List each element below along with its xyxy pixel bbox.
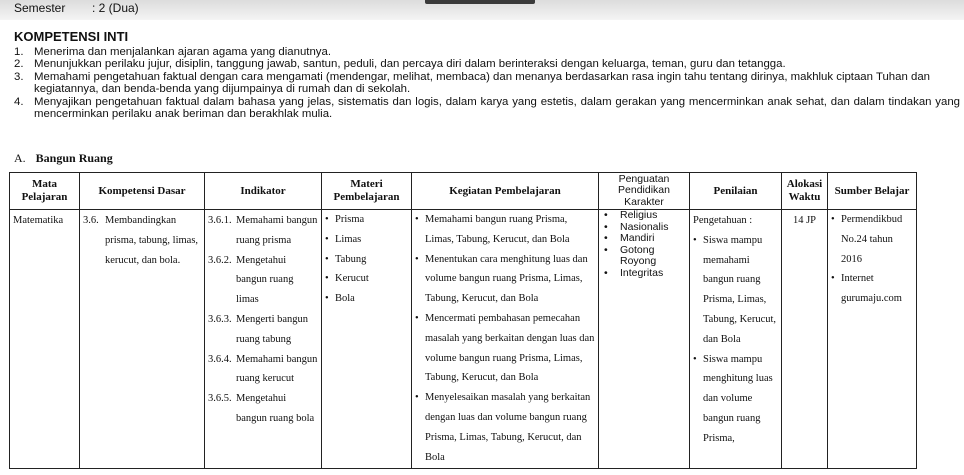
table-row	[10, 210, 917, 469]
list-item: • Bola	[325, 289, 411, 309]
header-kd: Kompetensi Dasar	[80, 173, 205, 210]
list-item: • Internet gurumaju.com	[831, 269, 916, 309]
indikator-item: 3.6.3. Mengerti bangun ruang tabung	[208, 313, 309, 345]
cell-ppk	[599, 210, 690, 469]
kd-code: 3.6.	[83, 215, 99, 226]
ppk-list	[599, 210, 689, 279]
list-item: • Mencermati pembahasan pemecahan masalah yang berkaitan dengan luas dan volume bangun ruang Prisma, Limas, Tabung, Kerucut, dan Bola	[415, 309, 598, 388]
section-name: Bangun Ruang	[35, 151, 113, 165]
cell-kd	[80, 210, 205, 469]
penilaian-list	[693, 231, 778, 449]
cell-mapel: Matematika	[10, 210, 80, 469]
indikator-item: 3.6.5. Mengetahui bangun ruang bola	[208, 393, 315, 424]
section-letter: A.	[14, 151, 26, 165]
list-item: • Kerucut	[325, 269, 411, 289]
header-ppk: Penguatan Pendidikan Karakter	[599, 173, 690, 210]
ki-item: 1. Menerima dan menjalankan ajaran agama yang dianutnya.	[14, 46, 331, 58]
header-indikator: Indikator	[205, 173, 322, 210]
list-item: • Menyelesaikan masalah yang berkaitan dengan luas dan volume bangun ruang Prisma, Limas, Tabung, Kerucut, dan Bola	[415, 388, 598, 467]
cell-kegiatan	[412, 210, 599, 469]
list-item: • Limas	[325, 230, 411, 250]
header-kegiatan: Kegiatan Pembelajaran	[412, 173, 599, 210]
header-sumber: Sumber Belajar	[828, 173, 917, 210]
list-item: • Nasionalis	[602, 222, 689, 234]
header-alokasi: Alokasi Waktu	[782, 173, 828, 210]
indikator-item: 3.6.4. Memahami bangun ruang kerucut	[208, 353, 318, 385]
sumber-list	[828, 210, 916, 309]
list-item: • Menentukan cara menghitung luas dan volume bangun ruang Prisma, Limas, Tabung, Kerucut, dan Bola	[415, 250, 598, 309]
kegiatan-list	[412, 210, 598, 467]
cell-indikator	[205, 210, 322, 469]
list-item: • Siswa mampu memahami bangun ruang Prisma, Limas, Tabung, Kerucut, dan Bola	[693, 231, 778, 350]
lesson-plan-table	[9, 172, 917, 469]
list-item: • Prisma	[325, 210, 411, 230]
cell-penilaian	[690, 210, 782, 469]
list-item: • Integritas	[602, 268, 689, 280]
ki-item: 2. Menunjukkan perilaku jujur, disiplin, tanggung jawab, santun, peduli, dan percaya diri dalam berinteraksi dengan keluarga, teman, guru dan tetangga.	[14, 58, 786, 71]
list-item: • Siswa mampu menghitung luas dan volume bangun ruang Prisma,	[693, 350, 778, 449]
semester-label: Semester	[14, 1, 66, 15]
list-item: • Gotong Royong	[602, 245, 689, 268]
list-item: • Tabung	[325, 250, 411, 270]
list-item: • Mandiri	[602, 233, 689, 245]
kompetensi-inti-list	[14, 46, 960, 120]
semester-line	[14, 1, 139, 15]
indikator-item: 3.6.2. Mengetahui bangun ruang limas	[208, 254, 294, 306]
cell-sumber	[828, 210, 917, 469]
penilaian-label: Pengetahuan :	[693, 215, 753, 226]
kompetensi-inti-title: KOMPETENSI INTI	[14, 29, 129, 44]
list-item: • Memahami bangun ruang Prisma, Limas, Tabung, Kerucut, dan Bola	[415, 210, 598, 250]
header-mapel: Mata Pelajaran	[10, 173, 80, 210]
list-item: • Permendikbud No.24 tahun 2016	[831, 210, 916, 269]
window-tab-handle[interactable]	[425, 0, 535, 4]
materi-list	[322, 210, 411, 309]
cell-materi	[322, 210, 412, 469]
cell-alokasi: 14 JP	[782, 210, 828, 469]
header-materi: Materi Pembelajaran	[322, 173, 412, 210]
header-penilaian: Penilaian	[690, 173, 782, 210]
indikator-item: 3.6.1. Memahami bangun ruang prisma	[208, 215, 318, 246]
ki-item: 4. Menyajikan pengetahuan faktual dalam bahasa yang jelas, sistematis dan logis, dalam karya yang estetis, dalam gerakan yang mencerminkan anak sehat, dan dalam tindakan yang mencerminkan perilaku anak beriman dan berakhlak mulia.	[14, 95, 960, 121]
list-item: • Religius	[602, 210, 689, 222]
kd-text: Membandingkan prisma, tabung, limas, kerucut, dan bola.	[105, 215, 199, 266]
semester-value: : 2 (Dua)	[92, 1, 139, 15]
ki-item: 3. Memahami pengetahuan faktual dengan cara mengamati (mendengar, melihat, membaca) dan menanya berdasarkan rasa ingin tahu tentang dirinya, makhluk ciptaan Tuhan dan kegiatannya, dan benda-benda yang dijumpainya di rumah dan di sekolah.	[14, 70, 930, 96]
section-heading	[14, 151, 113, 166]
